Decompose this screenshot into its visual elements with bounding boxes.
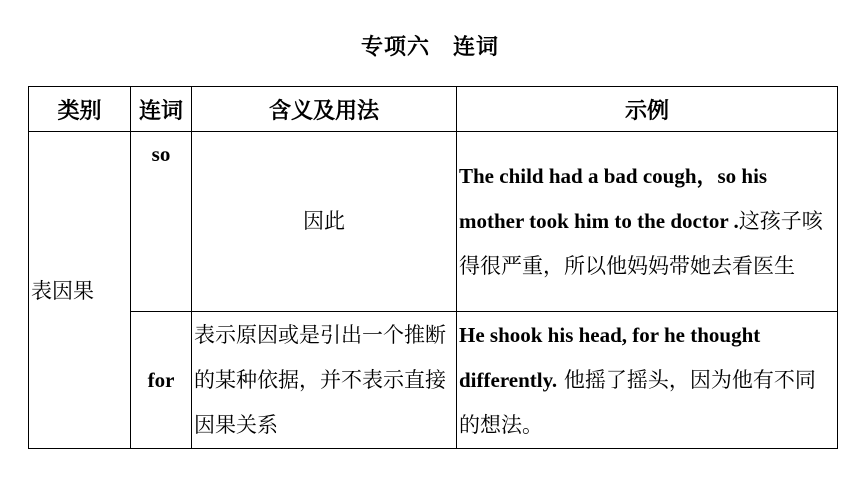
conjunction-cell: so xyxy=(131,132,192,312)
example-english: He shook his head, for he thought differently. xyxy=(459,322,761,392)
header-example: 示例 xyxy=(457,87,838,132)
header-conjunction: 连词 xyxy=(131,87,192,132)
table-header-row xyxy=(29,87,838,132)
meaning-cell: 因此 xyxy=(192,132,457,312)
example-cell xyxy=(457,132,838,312)
category-cell: 表因果 xyxy=(29,132,131,449)
example-chinese: 他摇了摇头，因为他有不同的想法。 xyxy=(459,367,816,437)
example-english: The child had a bad cough，so his mother took him to the doctor . xyxy=(459,164,768,233)
conjunction-cell: for xyxy=(131,312,192,449)
conjunction-table xyxy=(28,86,838,449)
table-row xyxy=(29,312,838,449)
page-title: 专项六 连词 xyxy=(360,35,499,60)
header-meaning: 含义及用法 xyxy=(192,87,457,132)
example-cell xyxy=(457,312,838,449)
header-category: 类别 xyxy=(29,87,131,132)
example-chinese: 这孩子咳得很严重，所以他妈妈带她去看医生 xyxy=(459,209,823,278)
meaning-cell: 表示原因或是引出一个推断的某种依据，并不表示直接因果关系 xyxy=(192,312,457,449)
table-row xyxy=(29,132,838,312)
